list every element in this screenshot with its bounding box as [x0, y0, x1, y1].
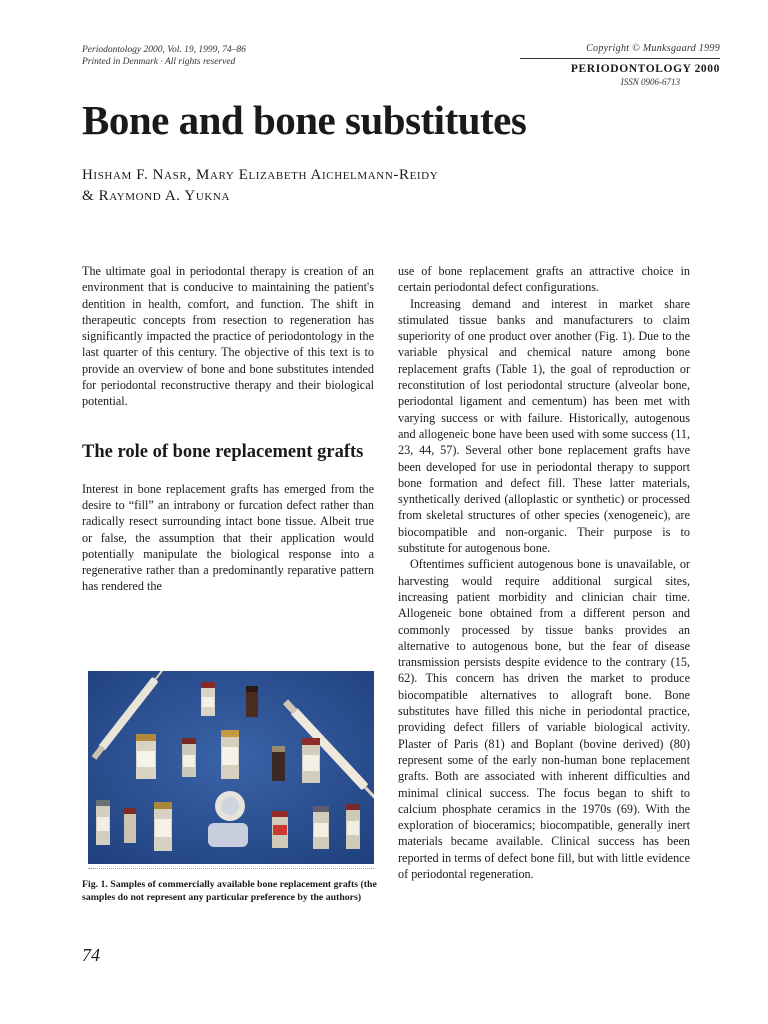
- body-paragraph: Oftentimes sufficient autogenous bone is unavailable, or harvesting would require additional surgical sites, increasing patient morbidity and clinician chair time. Allogeneic bone obtained from a different person and commonly processed by tissue banks provides an alternative to autogenous bone, but the fear of disease transmission persists despite evidence to the contrary (15, 62). This concern has driven the market to produce biocompatible alternatives to allograft bone. Bone substitutes have filled this niche in periodontal practice, providing defect fillers of variable biological activity. Plaster of Paris (81) and Boplant (bovine derived) (80) represent some of the early non-human bone replacement grafts. Both are associated with inherent difficulties and minimal clinical success. The focus began to shift to calcium phosphate ceramics in the 1970s (69). With the exploration of bioceramics; biocompatible, generally inert materials became available. Clinical success has been reported in terms of defect bone fill, but with little evidence of periodontal regeneration.: [398, 557, 690, 881]
- author-list: [82, 165, 602, 207]
- vial: [201, 682, 215, 716]
- body-paragraph: Interest in bone replacement grafts has emerged from the desire to “fill” an intrabony or furcation defect rather than radically resect surrounding intact bone tissue. Albeit true or false, the assumption that their application would potentially manipulate the biological response into a regenerative rather than a predominantly reparative pattern has rendered the: [82, 481, 374, 594]
- figure-divider: [88, 868, 374, 869]
- authors-line-2: & Raymond A. Yukna: [82, 188, 231, 204]
- body-paragraph: Increasing demand and interest in market share stimulated tissue banks and manufacturers to claim superiority of one product over another (Fig. 1). Due to the variable physical and chemical nature among bone replacement grafts (Table 1), the goal of reproduction or reconstitution of lost periodontal structure (alveolar bone, periodontal ligament and cementum) has been met with varying success or with failure. Historically, autogenous and allogeneic bone have been used with some success (11, 23, 44, 57). Several other bone replacement grafts have been developed for use in periodontal therapy to support bone formation and defect fill. These latter materials, synthetically derived (alloplastic or synthetic) or processed from skeletal structures of other species (xenogeneic), are biocompatible and non-organic. Their purpose is to substitute for autogenous bone.: [398, 296, 690, 556]
- citation-line-1: Periodontology 2000, Vol. 19, 1999, 74–86: [82, 45, 246, 55]
- vial: [302, 738, 320, 783]
- vial: [124, 808, 136, 843]
- issn-line: ISSN 0906-6713: [620, 77, 680, 87]
- abstract-paragraph: The ultimate goal in periodontal therapy is creation of an environment that is conducive to maintaining the patient's dentition in health, comfort, and function. The shift in therapeutic concepts from resection to regeneration has significantly impacted the practice of periodontology in the last quarter of this century. The objective of this text is to provide an overview of bone and bone substitutes intended for periodontal reconstructive therapy and their biological potential.: [82, 264, 374, 409]
- journal-header: [520, 43, 720, 88]
- page-number: 74: [82, 945, 100, 965]
- vial: [246, 686, 258, 717]
- header-rule: [520, 58, 720, 59]
- vial: [96, 800, 110, 845]
- vial: [272, 746, 285, 781]
- vial: [221, 730, 239, 779]
- body-paragraph: use of bone replacement grafts an attractive choice in certain periodontal defect configurations.: [398, 264, 690, 295]
- vial: [136, 734, 156, 779]
- vial: [154, 802, 172, 851]
- journal-name: PERIODONTOLOGY 2000: [570, 63, 720, 75]
- copyright-line: Copyright © Munksgaard 1999: [586, 43, 720, 54]
- bone-graft-samples-photo: [88, 671, 374, 864]
- citation-header: [82, 44, 332, 68]
- figure-photo: [88, 671, 374, 864]
- article-title: Bone and bone substitutes: [82, 97, 527, 143]
- right-column: [398, 263, 690, 882]
- authors-line-1: Hisham F. Nasr, Mary Elizabeth Aichelmann-Reidy: [82, 167, 439, 183]
- citation-line-2: Printed in Denmark · All rights reserved: [82, 57, 236, 67]
- figure-caption: Fig. 1. Samples of commercially available bone replacement grafts (the samples do not represent any particular preference by the authors): [82, 879, 377, 903]
- vial: [272, 811, 288, 848]
- vial: [346, 804, 360, 849]
- section-heading: The role of bone replacement grafts: [82, 441, 364, 462]
- vial: [313, 806, 329, 849]
- vial: [182, 738, 196, 777]
- left-column: [82, 263, 374, 595]
